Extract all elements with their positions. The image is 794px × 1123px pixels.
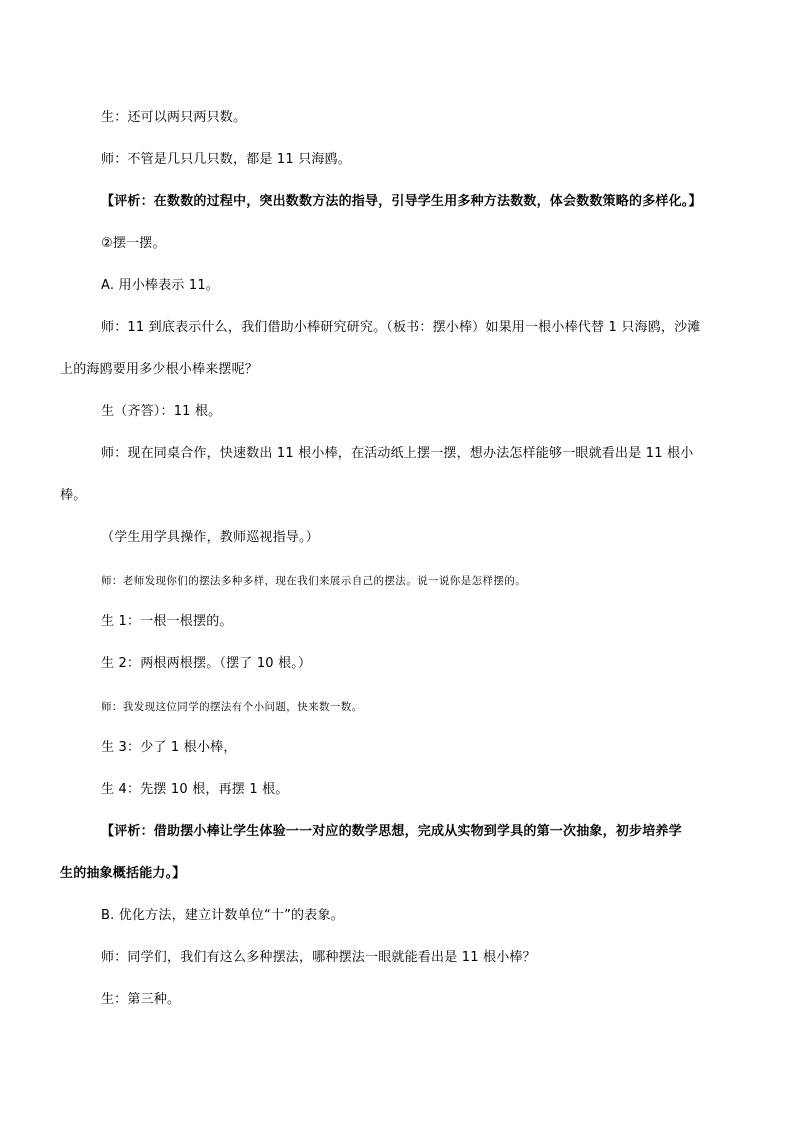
paragraph-students-chorus-eleven: 生（齐答）：11 根。 (101, 404, 222, 419)
paragraph-teacher-which-arrangement: 师：同学们，我们有这么多种摆法，哪种摆法一眼就能看出是 11 根小棒？ (101, 950, 536, 965)
paragraph-teacher-sticks-research-line2: 上的海鸥要用多少根小棒来摆呢？ (60, 362, 259, 377)
paragraph-student3-one-missing: 生 3：少了 1 根小棒， (101, 740, 237, 755)
commentary-one-to-one-line1: 【评析：借助摆小棒让学生体验一一对应的数学思想，完成从实物到学具的第一次抽象，初步培养学 (101, 824, 682, 839)
paragraph-teacher-show-arrangements: 师：老师发现你们的摆法多种多样，现在我们来展示自己的摆法。说一说你是怎样摆的。 (101, 575, 527, 587)
paragraph-students-operate: （学生用学具操作，教师巡视指导。） (101, 530, 319, 545)
paragraph-student1-one-by-one: 生 1：一根一根摆的。 (101, 614, 233, 629)
commentary-counting-strategies: 【评析：在数数的过程中，突出数数方法的指导，引导学生用多种方法数数，体会数数策略的多样化。】 (101, 194, 702, 209)
paragraph-student4-ten-then-one: 生 4：先摆 10 根，再摆 1 根。 (101, 782, 289, 797)
heading-optimize-method: B. 优化方法，建立计数单位“十”的表象。 (101, 908, 344, 923)
paragraph-teacher-sticks-research-line1: 师：11 到底表示什么，我们借助小棒研究研究。（板书：摆小棒）如果用一根小棒代替 1 只海鸥，沙滩 (101, 320, 701, 335)
paragraph-teacher-pair-work-line2: 棒。 (60, 488, 87, 503)
paragraph-teacher-pair-work-line1: 师：现在同桌合作，快速数出 11 根小棒，在活动纸上摆一摆，想办法怎样能够一眼就看出是 11 根小 (101, 446, 694, 461)
paragraph-student2-two-by-two: 生 2：两根两根摆。（摆了 10 根。） (101, 656, 312, 671)
paragraph-teacher-eleven-gulls: 师：不管是几只几只数，都是 11 只海鸥。 (101, 152, 352, 167)
paragraph-student-third-kind: 生：第三种。 (101, 992, 181, 1007)
heading-use-sticks-eleven: A. 用小棒表示 11。 (101, 278, 220, 293)
paragraph-teacher-small-problem: 师：我发现这位同学的摆法有个小问题，快来数一数。 (101, 701, 363, 713)
heading-arrange-sticks: ②摆一摆。 (101, 236, 166, 251)
commentary-one-to-one-line2: 生的抽象概括能力。】 (60, 866, 186, 881)
paragraph-student-count-by-twos: 生：还可以两只两只数。 (101, 110, 247, 125)
